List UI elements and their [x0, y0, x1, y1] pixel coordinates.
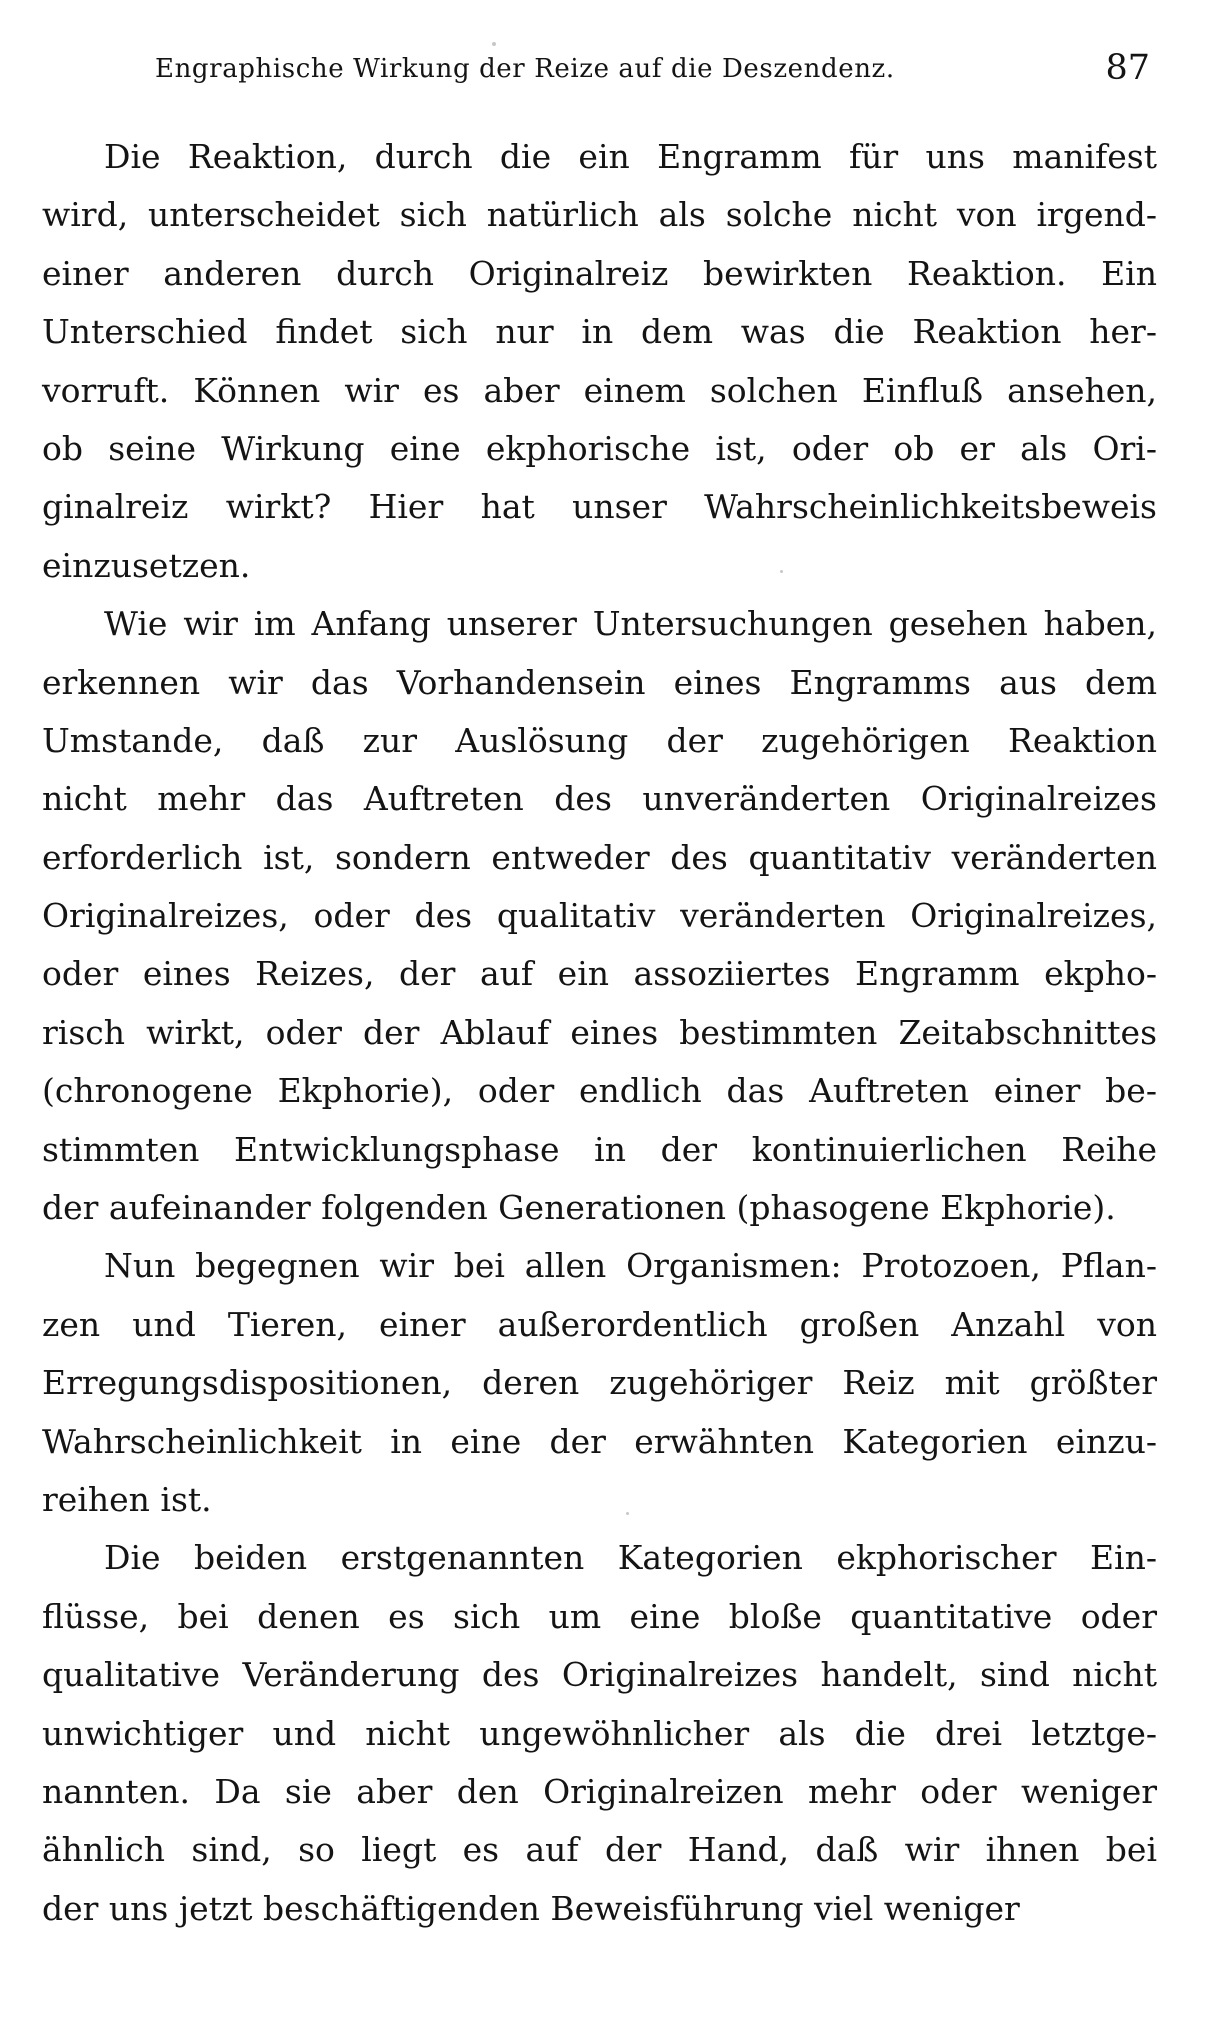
paper-speck	[626, 1512, 629, 1515]
text-line: der aufeinander folgenden Generationen (phasogene Ekphorie).	[42, 1188, 1116, 1228]
text-line: ähnlich sind, so liegt es auf der Hand, daß wir ihnen bei	[42, 1830, 1157, 1870]
page-number: 87	[1105, 48, 1150, 88]
text-line: erforderlich ist, sondern entweder des quantitativ veränderten	[42, 837, 1157, 877]
text-line: Unterschied findet sich nur in dem was die Reaktion her-	[42, 312, 1157, 352]
text-line: unwichtiger und nicht ungewöhnlicher als die drei letztge-	[42, 1713, 1157, 1753]
text-line: zen und Tieren, einer außerordentlich großen Anzahl von	[42, 1304, 1157, 1344]
text-line: (chronogene Ekphorie), oder endlich das Auftreten einer be-	[42, 1071, 1157, 1111]
text-line: Wie wir im Anfang unserer Untersuchungen gesehen haben,	[104, 604, 1157, 644]
paragraph	[42, 595, 1157, 1237]
text-line: ob seine Wirkung eine ekphorische ist, oder ob er als Ori-	[42, 428, 1157, 468]
paper-speck	[780, 570, 783, 573]
text-line: vorruft. Können wir es aber einem solchen Einfluß ansehen,	[42, 370, 1157, 410]
paper-speck	[492, 42, 496, 46]
text-line: Originalreizes, oder des qualitativ veränderten Originalreizes,	[42, 896, 1157, 936]
text-line: einzusetzen.	[42, 545, 251, 585]
paragraph	[42, 1237, 1157, 1529]
text-line: stimmten Entwicklungsphase in der kontinuierlichen Reihe	[42, 1129, 1157, 1169]
text-line: Wahrscheinlichkeit in eine der erwähnten Kategorien einzu-	[42, 1421, 1157, 1461]
paragraph	[42, 1529, 1157, 1938]
running-title: Engraphische Wirkung der Reize auf die Deszendenz.	[155, 54, 895, 84]
text-line: Die beiden erstgenannten Kategorien ekphorischer Ein-	[104, 1538, 1157, 1578]
text-line: qualitative Veränderung des Originalreizes handelt, sind nicht	[42, 1655, 1157, 1695]
text-line: Umstande, daß zur Auslösung der zugehörigen Reaktion	[42, 720, 1157, 760]
text-line: wird, unterscheidet sich natürlich als solche nicht von irgend-	[42, 195, 1157, 235]
text-line: reihen ist.	[42, 1479, 212, 1519]
text-line: nicht mehr das Auftreten des unveränderten Originalreizes	[42, 779, 1157, 819]
text-line: risch wirkt, oder der Ablauf eines bestimmten Zeitabschnittes	[42, 1012, 1157, 1052]
text-line: nannten. Da sie aber den Originalreizen mehr oder weniger	[42, 1771, 1157, 1811]
text-line: Die Reaktion, durch die ein Engramm für uns manifest	[104, 137, 1157, 176]
text-line: erkennen wir das Vorhandensein eines Engramms aus dem	[42, 662, 1157, 702]
text-line: ginalreiz wirkt? Hier hat unser Wahrscheinlichkeitsbeweis	[42, 487, 1157, 527]
text-line: flüsse, bei denen es sich um eine bloße quantitative oder	[42, 1596, 1157, 1636]
text-line: einer anderen durch Originalreiz bewirkten Reaktion. Ein	[42, 253, 1157, 293]
running-head	[155, 48, 1150, 98]
text-line: Nun begegnen wir bei allen Organismen: Protozoen, Pflan-	[104, 1246, 1157, 1286]
body-text	[42, 128, 1157, 1938]
text-line: der uns jetzt beschäftigenden Beweisführung viel weniger	[42, 1888, 1020, 1928]
paragraph	[42, 128, 1157, 595]
text-line: oder eines Reizes, der auf ein assoziiertes Engramm ekpho-	[42, 954, 1157, 994]
text-line: Erregungsdispositionen, deren zugehöriger Reiz mit größter	[42, 1363, 1157, 1403]
